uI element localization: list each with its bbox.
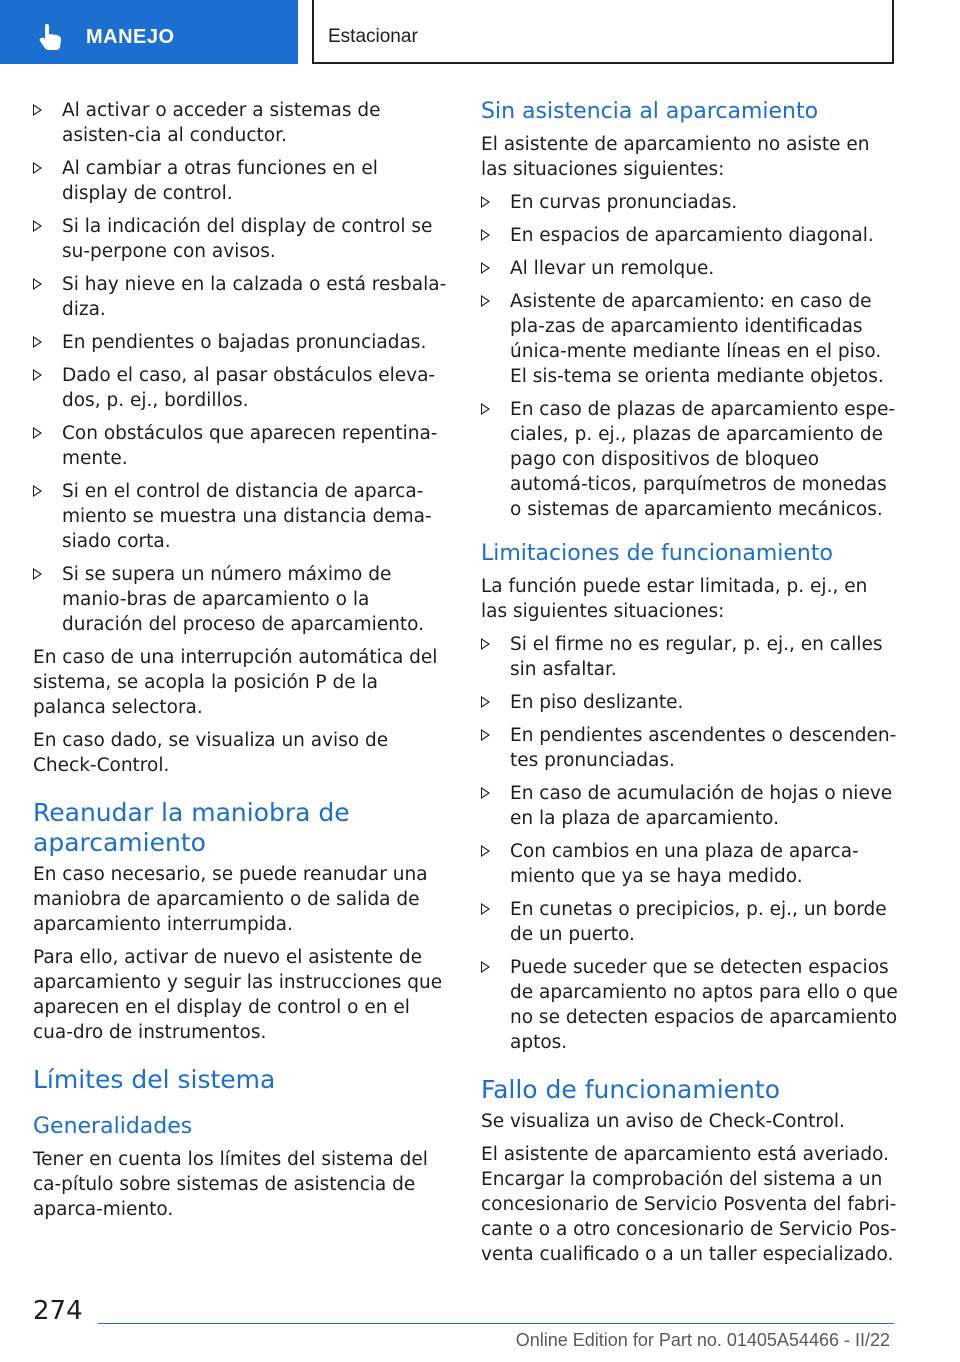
list-item: Si en el control de distancia de aparca-miento se muestra una distancia dema-siado corta. (33, 479, 448, 554)
edition-note: Online Edition for Part no. 01405A54466 - II/22 (515, 1330, 890, 1350)
list-item: En caso de plazas de aparcamiento espe-ciales, p. ej., plazas de aparcamiento de pago con dispositivos de bloqueo automá-ticos, parquímetros de monedas o sistemas de aparcamiento mecánicos. (481, 397, 899, 522)
triangle-bullet-icon (33, 162, 42, 174)
hand-steering-icon (36, 22, 66, 52)
list-item: Al activar o acceder a sistemas de asisten-cia al conductor. (33, 98, 448, 148)
list-item: Al llevar un remolque. (481, 256, 899, 281)
paragraph: En caso dado, se visualiza un aviso de Check-Control. (33, 730, 389, 776)
triangle-bullet-icon (33, 220, 42, 232)
triangle-bullet-icon (481, 729, 490, 741)
list-item: Con cambios en una plaza de aparca-miento que ya se haya medido. (481, 839, 899, 889)
section-heading: Reanudar la maniobra de aparcamiento (33, 798, 350, 857)
list-item: En espacios de aparcamiento diagonal. (481, 223, 899, 248)
triangle-bullet-icon (481, 229, 490, 241)
page-number: 274 (33, 1296, 83, 1326)
section-heading: Límites del sistema (33, 1065, 276, 1094)
triangle-bullet-icon (481, 262, 490, 274)
list-item: En caso de acumulación de hojas o nieve en la plaza de aparcamiento. (481, 781, 899, 831)
conditions-list (33, 98, 448, 637)
triangle-bullet-icon (481, 787, 490, 799)
triangle-bullet-icon (33, 568, 42, 580)
triangle-bullet-icon (33, 485, 42, 497)
subsection-heading: Limitaciones de funcionamiento (481, 541, 833, 566)
paragraph: Se visualiza un aviso de Check-Control. (481, 1111, 845, 1132)
list-item: En curvas pronunciadas. (481, 190, 899, 215)
triangle-bullet-icon (481, 845, 490, 857)
list-item: Al cambiar a otras funciones en el display de control. (33, 156, 448, 206)
subsection-heading: Sin asistencia al aparcamiento (481, 99, 819, 124)
triangle-bullet-icon (33, 427, 42, 439)
triangle-bullet-icon (33, 369, 42, 381)
paragraph: En caso necesario, se puede reanudar una maniobra de aparcamiento o de salida de aparcamiento interrumpida. (33, 864, 428, 935)
left-column (33, 98, 448, 1230)
list-item: Si la indicación del display de control se su-perpone con avisos. (33, 214, 448, 264)
triangle-bullet-icon (481, 295, 490, 307)
chapter-title: Estacionar (328, 26, 418, 47)
footer-divider (98, 1323, 894, 1324)
list-item: En pendientes o bajadas pronunciadas. (33, 330, 448, 355)
paragraph: El asistente de aparcamiento está averiado. Encargar la comprobación del sistema a un concesionario de Servicio Posventa del fabri-cante o a otro concesionario de Servicio Pos-venta cualificado o a un taller especializado. (481, 1144, 897, 1265)
triangle-bullet-icon (33, 104, 42, 116)
triangle-bullet-icon (481, 961, 490, 973)
list-item: Si se supera un número máximo de manio-bras de aparcamiento o la duración del proceso de aparcamiento. (33, 562, 448, 637)
section-tab (0, 0, 298, 64)
paragraph: En caso de una interrupción automática del sistema, se acopla la posición P de la palanca selectora. (33, 647, 438, 718)
list-item: Si hay nieve en la calzada o está resbala-diza. (33, 272, 448, 322)
triangle-bullet-icon (481, 196, 490, 208)
list-item: En piso deslizante. (481, 690, 899, 715)
triangle-bullet-icon (481, 903, 490, 915)
list-item: Dado el caso, al pasar obstáculos eleva-dos, p. ej., bordillos. (33, 363, 448, 413)
paragraph: Para ello, activar de nuevo el asistente de aparcamiento y seguir las instrucciones que aparecen en el display de control o en el cua-dro de instrumentos. (33, 947, 443, 1043)
section-heading: Fallo de funcionamiento (481, 1075, 780, 1104)
triangle-bullet-icon (33, 278, 42, 290)
page-header (0, 0, 960, 66)
subsection-heading: Generalidades (33, 1114, 193, 1139)
paragraph: La función puede estar limitada, p. ej., en las siguientes situaciones: (481, 576, 868, 622)
right-column (481, 98, 899, 1275)
triangle-bullet-icon (33, 336, 42, 348)
list-item: En cunetas o precipicios, p. ej., un borde de un puerto. (481, 897, 899, 947)
paragraph: El asistente de aparcamiento no asiste en las situaciones siguientes: (481, 134, 870, 180)
list-item: Puede suceder que se detecten espacios de aparcamiento no aptos para ello o que no se detecten espacios de aparcamiento aptos. (481, 955, 899, 1055)
no-assist-list (481, 190, 899, 522)
triangle-bullet-icon (481, 403, 490, 415)
list-item: Si el firme no es regular, p. ej., en calles sin asfaltar. (481, 632, 899, 682)
list-item: Asistente de aparcamiento: en caso de pla-zas de aparcamiento identificadas única-mente mediante líneas en el piso. El sis-tema se orienta mediante objetos. (481, 289, 899, 389)
section-title: MANEJO (86, 26, 175, 48)
limitations-list (481, 632, 899, 1055)
paragraph: Tener en cuenta los límites del sistema del ca-pítulo sobre sistemas de asistencia de aparca-miento. (33, 1149, 428, 1220)
list-item: Con obstáculos que aparecen repentina-mente. (33, 421, 448, 471)
triangle-bullet-icon (481, 638, 490, 650)
triangle-bullet-icon (481, 696, 490, 708)
chapter-box (312, 0, 894, 64)
list-item: En pendientes ascendentes o descenden-tes pronunciadas. (481, 723, 899, 773)
